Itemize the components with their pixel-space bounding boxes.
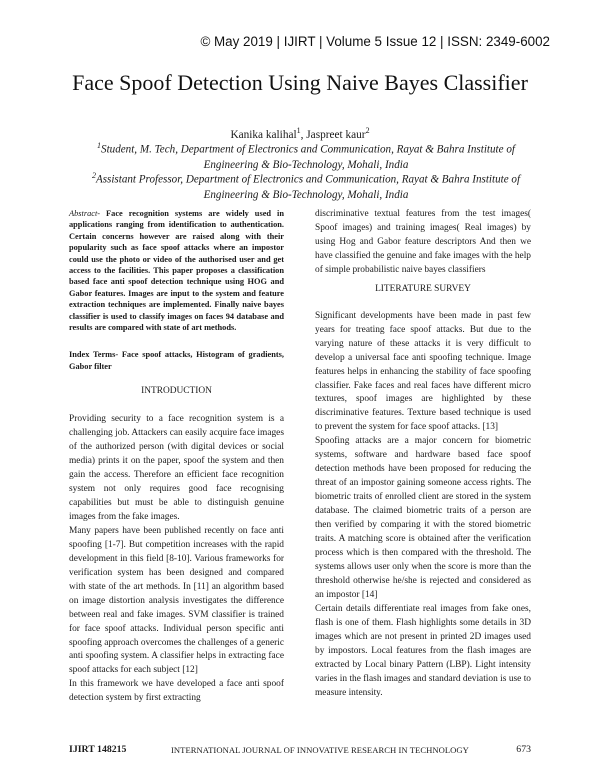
body-paragraph: In this framework we have developed a face anti spoof detection system by first extracting	[69, 679, 284, 704]
page-number: 673	[516, 744, 531, 755]
journal-name: INTERNATIONAL JOURNAL OF INNOVATIVE RESEARCH IN TECHNOLOGY	[171, 745, 469, 755]
body-paragraph: Certain details differentiate real images from fake ones, flash is one of them. Flash highlights some details in 3D images which are not present in printed 2D images used by impostors. Local features from the flash images are extracted by Local binary Pattern (LBP). Light intensity varies in the flash images and standard deviation is use to measure intensity.	[315, 603, 531, 698]
body-paragraph: discriminative textual features from the test images( Spoof images) and training images( Real images) by using Hog and Gabor feature descriptors And then we have classified the genuine and fake images with the help of simple probabilistic naive bayes classifiers	[315, 209, 531, 275]
right-column	[315, 208, 531, 700]
body-paragraph: Many papers have been published recently on face anti spoofing [1-7]. But competition increases with the rapid development in this field [8-10]. Various frameworks for verification system has been designed and compared with state of the art methods. In [11] an algorithm based on image distortion analysis investigates the difference between real and fake images. SVM classifier is trained for face spoof attacks. Individual person specific anti spoofing approach overcomes the challenges of a generic anti spoofing system. A classifier helps in extracting face spoof attacks for each subject [12]	[69, 525, 284, 676]
affiliation-mark: 1	[296, 126, 301, 135]
section-heading: LITERATURE SURVEY	[375, 283, 471, 294]
author-separator: ,	[300, 128, 307, 141]
abstract	[69, 208, 284, 333]
paper-title: Face Spoof Detection Using Naive Bayes Classifier	[72, 70, 528, 95]
affiliation-mark: 1	[97, 141, 102, 150]
abstract-text: Face recognition systems are widely used in applications ranging from identification to authentication. Certain concerns however are raised along with their popularity such as face spoof attacks where an impostor could use the photo or video of the authorised user and get access to the facilities. This paper proposes a classification based face anti spoof detection technique using HOG and Gabor features. Images are input to the system and feature extraction techniques are implemented. Finally naive bayes classifier is used to classify images on faces 94 database and results are compared with state of art methods.	[69, 209, 284, 333]
author-name: Kanika kalihal	[230, 128, 297, 141]
affiliation-text: Assistant Professor, Department of Electronics and Communication, Rayat & Bahra Institute of Engineering & Bio-Technology, Mohali, India	[95, 173, 521, 201]
affiliation-mark: 2	[91, 171, 96, 180]
running-header: © May 2019 | IJIRT | Volume 5 Issue 12 | ISSN: 2349-6002	[200, 34, 550, 49]
abstract-label: Abstract-	[69, 209, 101, 218]
affiliation-text: Student, M. Tech, Department of Electronics and Communication, Rayat & Bahra Institute of Engineering & Bio-Technology, Mohali, India	[101, 143, 515, 171]
left-column	[69, 208, 284, 706]
affiliation-mark: 2	[365, 126, 370, 135]
paper-id: IJIRT 148215	[69, 744, 127, 755]
body-paragraph: Spoofing attacks are a major concern for biometric systems, software and hardware based face spoof detection methods have been proposed for reducing the threat of an impostor gaining someone access rights. The biometric traits of enrolled client are stored in the system database. The claimed biometric traits of a person are then verified by comparing it with the stored biometric traits. A matching score is obtained after the verification process which is then compared with the threshold. The systems allows user only when the score is more than the threshold otherwise he/she is rejected and considered as an impostor [14]	[315, 436, 531, 600]
body-paragraph: Significant developments have been made in past few years for treating face spoof attacks. But due to the varying nature of these attacks it is very difficult to develop a universal face anti spoofing technique. Image features helps in enhancing the stability of face spoofing classifier. Fake faces and real faces have different micro textures, spoof images are highlighted by these discriminative features. Texture based technique is used to prevent the system for face spoof attacks. [13]	[315, 310, 531, 433]
body-paragraph: Providing security to a face recognition system is a challenging job. Attackers can easily acquire face images of the authorized person (with digital devices or social media) prints it on the paper, spoof the system and then gain the access. Therefore an efficient face recognition system not only requires good face recognising capabilities but must be able to distinguish genuine images from the fake images.	[69, 414, 284, 522]
section-heading: INTRODUCTION	[141, 386, 212, 397]
index-terms: Index Terms- Face spoof attacks, Histogram of gradients, Gabor filter	[69, 350, 284, 371]
affiliation	[76, 168, 536, 203]
author-name: Jaspreet kaur	[306, 128, 366, 141]
